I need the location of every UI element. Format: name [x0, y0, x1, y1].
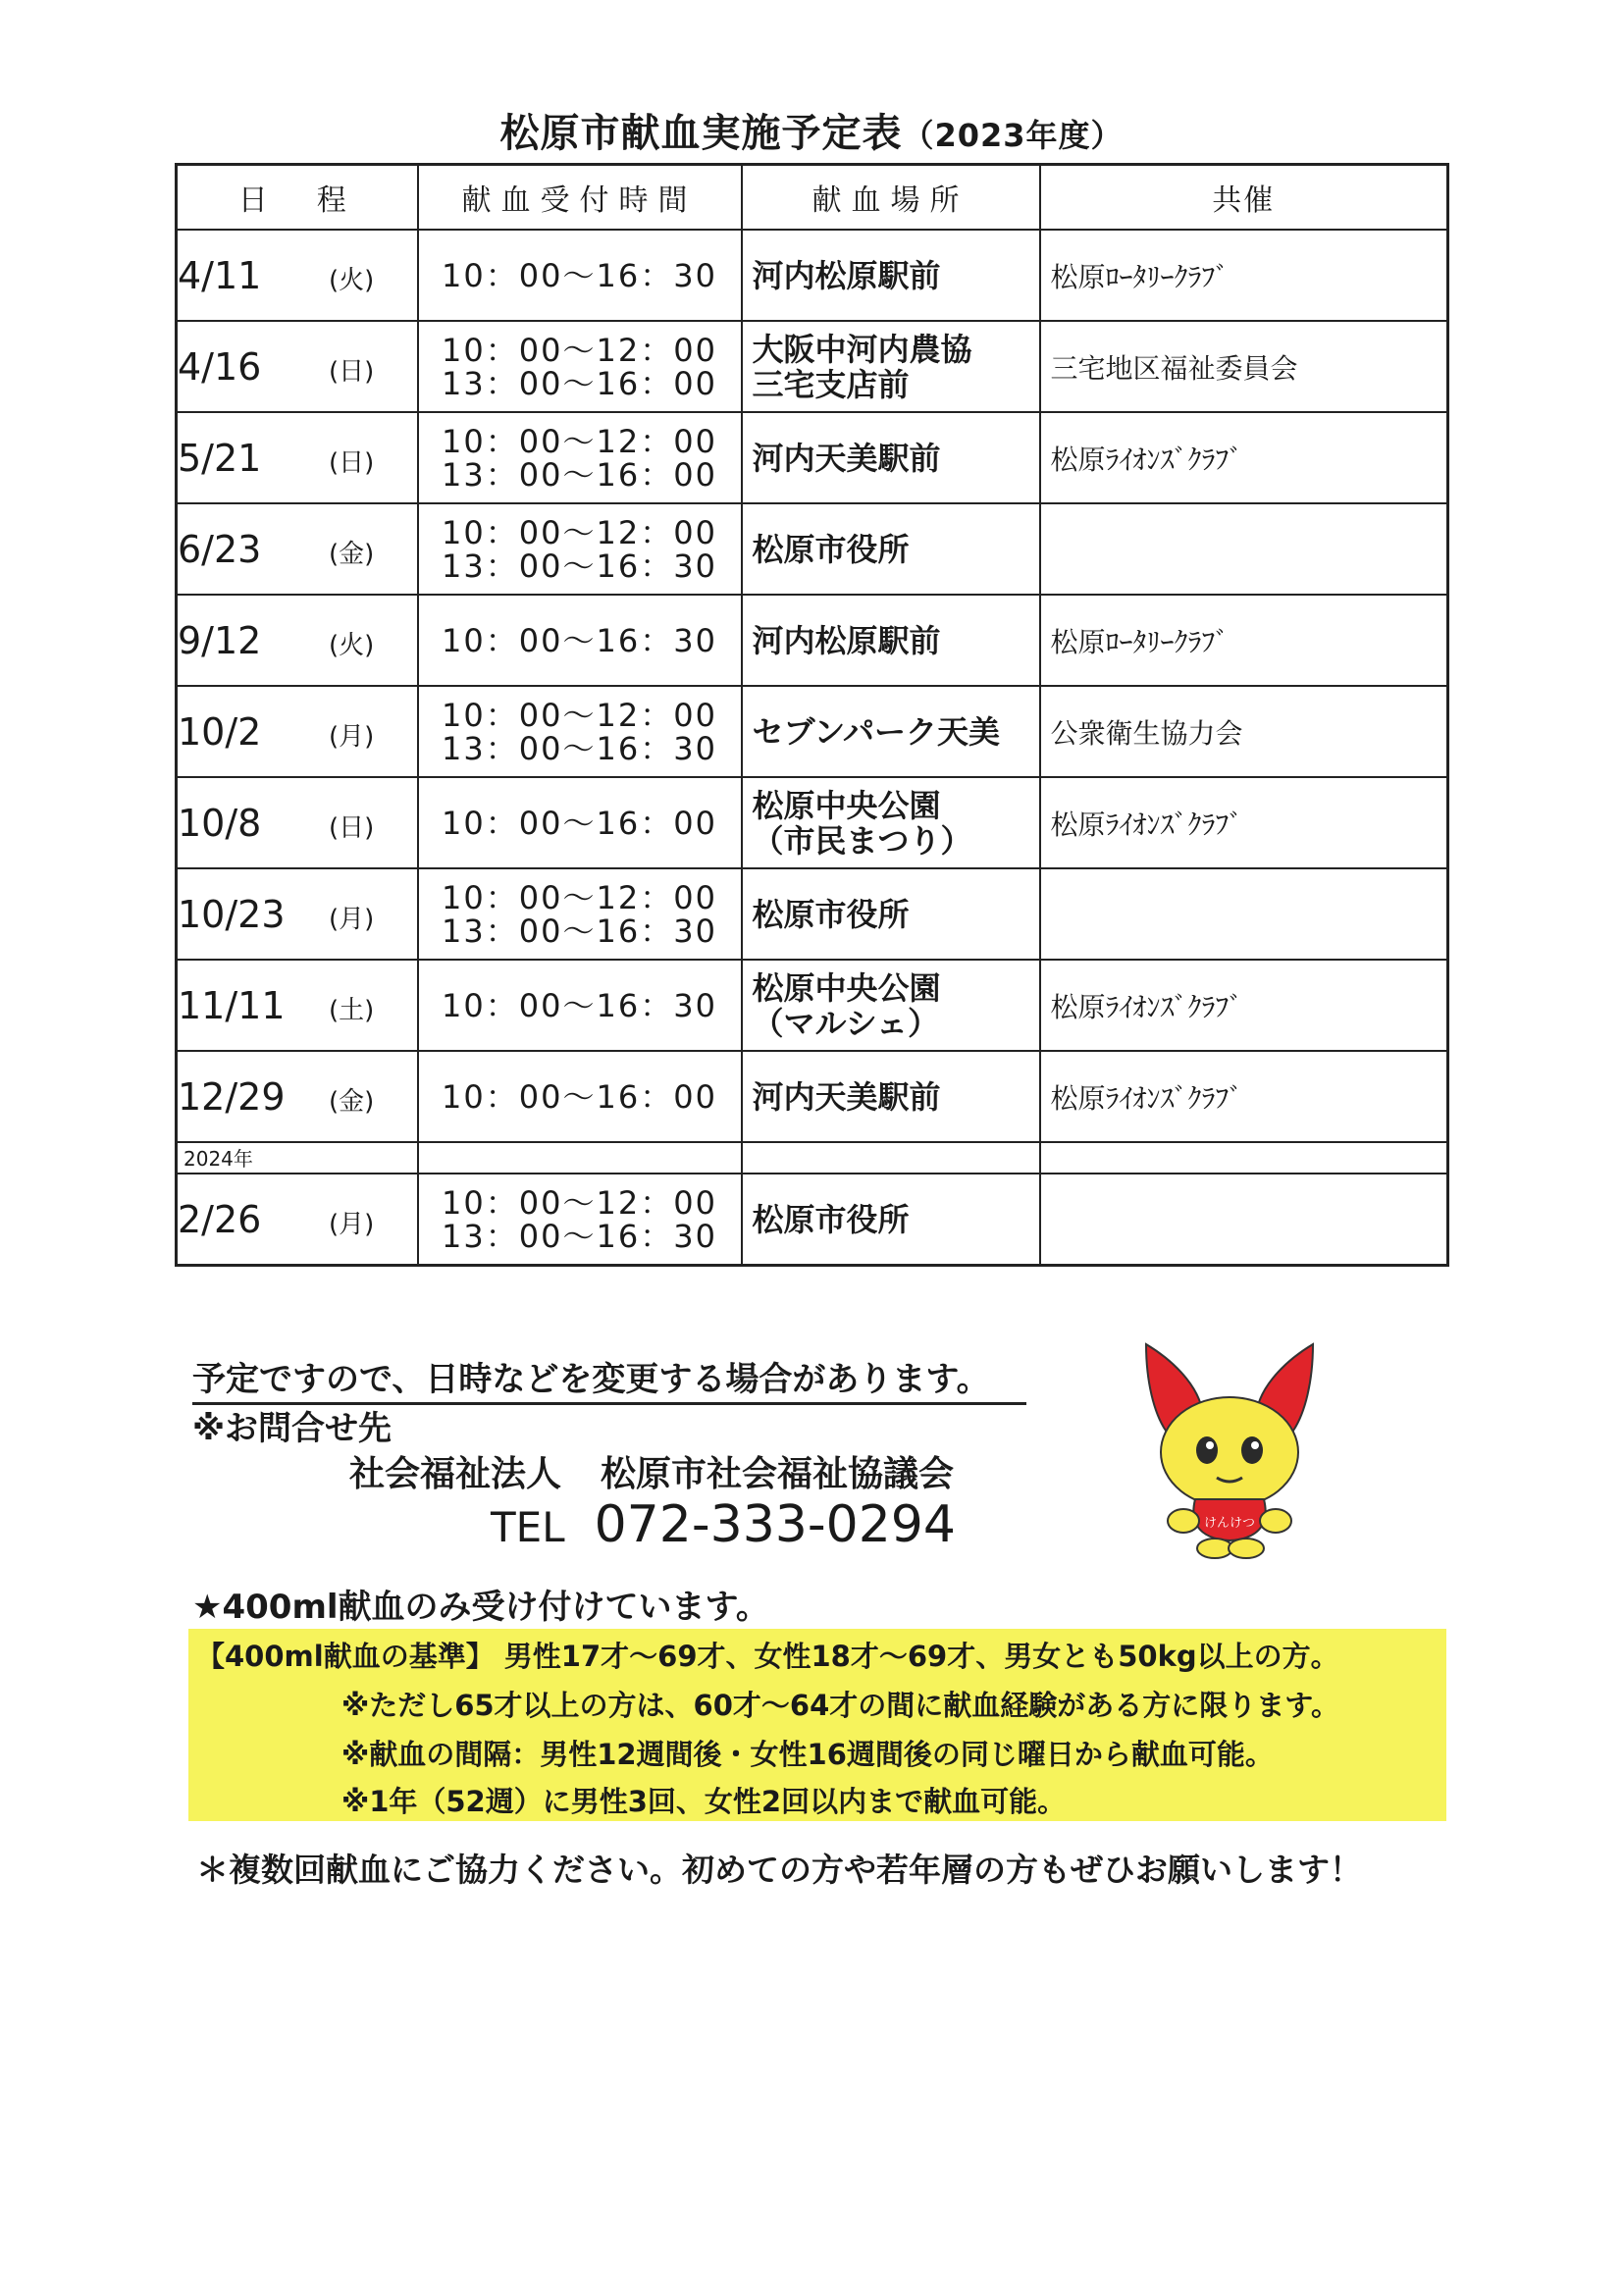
table-row: [177, 595, 1448, 686]
time-cell: [418, 960, 742, 1051]
weekday-text: (土): [329, 995, 375, 1025]
date-text: 4/11: [178, 253, 262, 297]
date-text: 4/16: [178, 344, 262, 389]
date-cell: [177, 868, 418, 960]
host-cell: 松原ﾛｰﾀﾘｰｸﾗﾌﾞ: [1040, 230, 1448, 321]
place-line: 松原市役所: [752, 895, 910, 933]
table-row: [177, 777, 1448, 868]
page-title: [0, 102, 1623, 158]
contact-organization: [349, 1446, 954, 1496]
host-cell: 松原ﾗｲｵﾝｽﾞｸﾗﾌﾞ: [1040, 960, 1448, 1051]
time-line: 13：00～16：30: [442, 1217, 717, 1255]
host-cell: 松原ﾛｰﾀﾘｰｸﾗﾌﾞ: [1040, 595, 1448, 686]
criteria-line: 【400ml献血の基準】 男性17才～69才、女性18才～69才、男女とも50kg以上の方。: [196, 1640, 1339, 1673]
date-cell: [177, 321, 418, 412]
time-line: 13：00～16：30: [442, 729, 717, 767]
date-cell: [177, 686, 418, 777]
date-cell: [177, 777, 418, 868]
place-line: 三宅支店前: [752, 365, 910, 403]
table-row: [177, 412, 1448, 503]
time-line: 10：00～12：00: [442, 513, 717, 551]
org-name: 松原市社会福祉協議会: [601, 1454, 955, 1494]
date-cell: [177, 595, 418, 686]
weekday-text: (火): [329, 265, 375, 295]
table-row: [177, 960, 1448, 1051]
date-text: 11/11: [178, 983, 286, 1027]
tel-label: TEL: [491, 1503, 565, 1551]
host-cell: [1040, 868, 1448, 960]
time-line: 10：00～12：00: [442, 331, 717, 369]
time-line: 10：00～16：30: [442, 621, 717, 659]
date-text: 2/26: [178, 1197, 262, 1241]
place-line: 河内天美駅前: [752, 1077, 941, 1116]
time-line: 13：00～16：30: [442, 547, 717, 585]
time-line: 10：00～12：00: [442, 422, 717, 460]
date-cell: [177, 412, 418, 503]
date-cell: [177, 1174, 418, 1266]
host-cell: 三宅地区福祉委員会: [1040, 321, 1448, 412]
table-row: [177, 321, 1448, 412]
donation-criteria-box: [188, 1629, 1446, 1821]
empty-cell: [418, 1142, 742, 1174]
title-fiscal-year: （2023年度）: [902, 117, 1124, 154]
weekday-text: (日): [329, 447, 375, 478]
place-cell: [742, 1174, 1040, 1266]
place-cell: [742, 960, 1040, 1051]
time-cell: [418, 868, 742, 960]
place-line: 松原市役所: [752, 1200, 910, 1238]
weekday-text: (火): [329, 630, 375, 660]
place-cell: [742, 503, 1040, 595]
place-cell: [742, 321, 1040, 412]
date-text: 9/12: [178, 618, 262, 662]
date-cell: [177, 1051, 418, 1142]
place-line: （市民まつり）: [752, 821, 972, 860]
date-text: 10/23: [178, 892, 286, 936]
time-cell: [418, 1174, 742, 1266]
place-line: 河内松原駅前: [752, 256, 941, 294]
contact-phone: [491, 1495, 956, 1554]
date-text: 10/2: [178, 709, 262, 754]
table-row: [177, 1051, 1448, 1142]
date-text: 12/29: [178, 1074, 286, 1119]
table-row: [177, 868, 1448, 960]
table-row: [177, 503, 1448, 595]
place-cell: [742, 412, 1040, 503]
weekday-text: (金): [329, 539, 375, 569]
time-line: 10：00～12：00: [442, 696, 717, 734]
time-line: 10：00～16：30: [442, 986, 717, 1024]
time-cell: [418, 503, 742, 595]
host-cell: [1040, 503, 1448, 595]
time-line: 10：00～16：00: [442, 1077, 717, 1116]
header-date: 日 程: [177, 165, 418, 231]
date-text: 5/21: [178, 436, 262, 480]
place-cell: [742, 1051, 1040, 1142]
header-place: 献血場所: [742, 165, 1040, 231]
time-line: 13：00～16：30: [442, 912, 717, 950]
place-cell: [742, 868, 1040, 960]
host-cell: 松原ﾗｲｵﾝｽﾞｸﾗﾌﾞ: [1040, 1051, 1448, 1142]
final-appeal: ＊複数回献血にご協力ください。初めての方や若年層の方もぜひお願いします！: [196, 1851, 1362, 1889]
place-line: 松原中央公園: [752, 786, 941, 824]
table-row: [177, 1174, 1448, 1266]
place-line: 河内松原駅前: [752, 621, 941, 659]
date-cell: [177, 960, 418, 1051]
empty-cell: [742, 1142, 1040, 1174]
place-line: 大阪中河内農協: [752, 330, 972, 368]
date-text: 6/23: [178, 527, 262, 571]
place-line: 河内天美駅前: [752, 439, 941, 477]
weekday-text: (月): [329, 721, 375, 752]
host-cell: [1040, 1174, 1448, 1266]
time-line: 10：00～16：30: [442, 256, 717, 294]
time-line: 13：00～16：00: [442, 364, 717, 402]
year-label: 2024年: [177, 1142, 418, 1174]
change-notice: 予定ですので、日時などを変更する場合があります。: [192, 1352, 1026, 1405]
header-host: 共催: [1040, 165, 1448, 231]
criteria-line: ※1年（52週）に男性3回、女性2回以内まで献血可能。: [341, 1785, 1067, 1818]
place-cell: [742, 230, 1040, 321]
weekday-text: (日): [329, 356, 375, 387]
date-cell: [177, 230, 418, 321]
time-line: 10：00～12：00: [442, 878, 717, 916]
mascot-badge-text: けんけつ: [1203, 1516, 1256, 1531]
time-line: 13：00～16：00: [442, 455, 717, 494]
time-cell: [418, 1051, 742, 1142]
date-text: 10/8: [178, 801, 262, 845]
host-cell: 松原ﾗｲｵﾝｽﾞｸﾗﾌﾞ: [1040, 777, 1448, 868]
time-cell: [418, 321, 742, 412]
title-main: 松原市献血実施予定表: [499, 111, 903, 156]
time-cell: [418, 412, 742, 503]
empty-cell: [1040, 1142, 1448, 1174]
star-note: ★400ml献血のみ受け付けています。: [192, 1588, 769, 1627]
weekday-text: (月): [329, 1209, 375, 1239]
date-cell: [177, 503, 418, 595]
time-line: 10：00～12：00: [442, 1183, 717, 1222]
place-cell: [742, 777, 1040, 868]
host-cell: 松原ﾗｲｵﾝｽﾞｸﾗﾌﾞ: [1040, 412, 1448, 503]
time-cell: [418, 595, 742, 686]
criteria-line: ※献血の間隔：男性12週間後・女性16週間後の同じ曜日から献血可能。: [341, 1738, 1274, 1771]
criteria-line: ※ただし65才以上の方は、60才～64才の間に献血経験がある方に限ります。: [341, 1689, 1339, 1722]
table-row: [177, 686, 1448, 777]
table-header-row: [177, 165, 1448, 231]
time-cell: [418, 777, 742, 868]
time-cell: [418, 686, 742, 777]
contact-heading: ※お問合せ先: [192, 1409, 393, 1448]
table-row: [177, 230, 1448, 321]
place-line: 松原市役所: [752, 530, 910, 568]
place-cell: [742, 595, 1040, 686]
year-separator-row: [177, 1142, 1448, 1174]
org-type: 社会福祉法人: [349, 1454, 562, 1494]
weekday-text: (日): [329, 812, 375, 843]
place-line: 松原中央公園: [752, 968, 941, 1007]
place-line: セブンパーク天美: [752, 712, 1000, 751]
weekday-text: (月): [329, 904, 375, 934]
place-line: （マルシェ）: [752, 1004, 940, 1042]
time-cell: [418, 230, 742, 321]
time-line: 10：00～16：00: [442, 804, 717, 842]
schedule-table: [175, 163, 1449, 1267]
place-cell: [742, 686, 1040, 777]
tel-number: 072-333-0294: [594, 1495, 956, 1554]
host-cell: 公衆衛生協力会: [1040, 686, 1448, 777]
blood-drop-mascot-icon: [1136, 1342, 1323, 1560]
header-time: 献血受付時間: [418, 165, 742, 231]
weekday-text: (金): [329, 1086, 375, 1117]
